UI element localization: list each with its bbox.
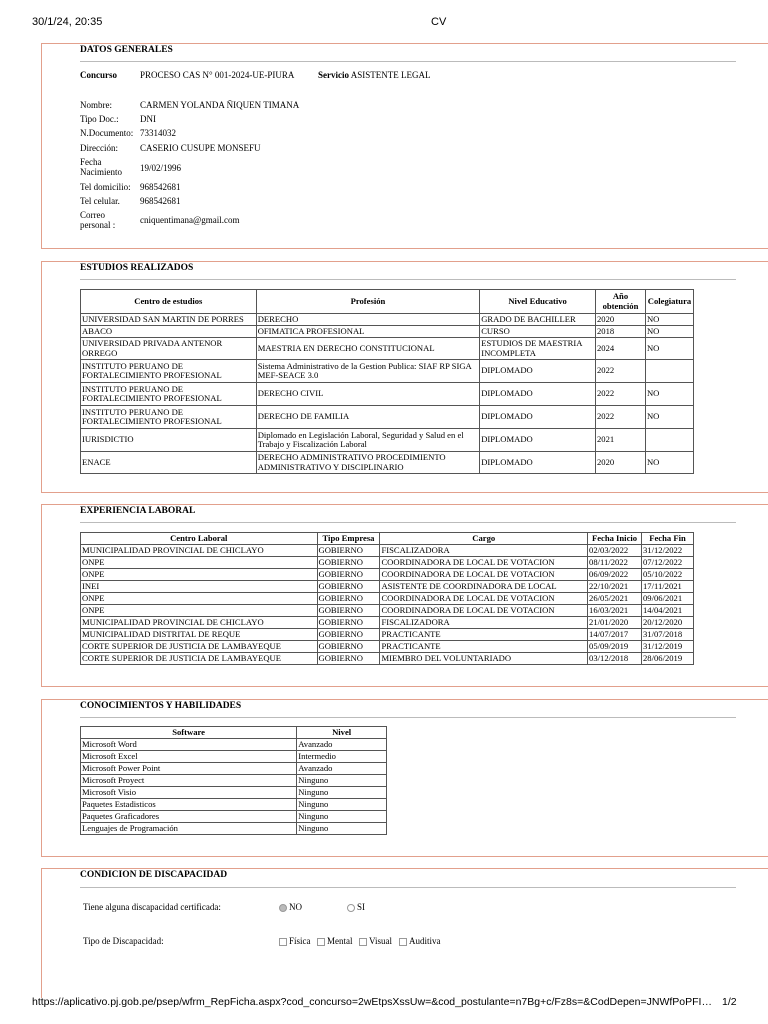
table-cell: FISCALIZADORA — [380, 617, 588, 629]
table-cell: DIPLOMADO — [480, 406, 596, 429]
table-cell: MUNICIPALIDAD PROVINCIAL DE CHICLAYO — [81, 617, 318, 629]
table-cell: 09/06/2021 — [642, 593, 694, 605]
table-cell: MAESTRIA EN DERECHO CONSTITUCIONAL — [256, 338, 480, 360]
table-cell: Microsoft Power Point — [81, 763, 297, 775]
table-cell: IURISDICTIO — [81, 429, 257, 452]
table-cell: 17/11/2021 — [642, 581, 694, 593]
section-title: CONDICION DE DISCAPACIDAD — [80, 870, 228, 880]
field-label: Tel domicilio: — [80, 182, 131, 192]
table-cell: NO — [645, 314, 693, 326]
table-cell: CORTE SUPERIOR DE JUSTICIA DE LAMBAYEQUE — [81, 641, 318, 653]
table-row — [81, 751, 387, 763]
column-header: Cargo — [380, 533, 588, 545]
table-cell: 2020 — [596, 452, 646, 474]
table-cell: 2022 — [596, 383, 646, 406]
table-cell: Ninguno — [297, 787, 387, 799]
table-cell: 28/06/2019 — [642, 653, 694, 665]
field-value: 19/02/1996 — [140, 163, 182, 173]
table-cell: 2021 — [596, 429, 646, 452]
table-cell: 2020 — [596, 314, 646, 326]
table-cell: PRACTICANTE — [380, 629, 588, 641]
table-cell: COORDINADORA DE LOCAL DE VOTACION — [380, 569, 588, 581]
table-cell: GOBIERNO — [317, 557, 380, 569]
table-cell: 2018 — [596, 326, 646, 338]
servicio-value: ASISTENTE LEGAL — [350, 70, 431, 80]
column-header: Año obtención — [596, 290, 646, 314]
table-row — [81, 569, 694, 581]
table-cell: 14/07/2017 — [588, 629, 642, 641]
checkbox-auditiva-label: Auditiva — [409, 936, 441, 946]
experiencia-table — [80, 532, 694, 665]
table-row — [81, 593, 694, 605]
table-cell: ONPE — [81, 593, 318, 605]
section-datos-generales — [41, 43, 768, 249]
table-cell: GRADO DE BACHILLER — [480, 314, 596, 326]
table-row — [81, 383, 694, 406]
table-row — [81, 763, 387, 775]
table-row — [81, 314, 694, 326]
table-cell: 2022 — [596, 406, 646, 429]
table-cell: NO — [645, 406, 693, 429]
field-value: 73314032 — [140, 128, 176, 138]
table-row — [81, 811, 387, 823]
table-cell: GOBIERNO — [317, 653, 380, 665]
table-cell: Paquetes Graficadores — [81, 811, 297, 823]
table-cell: Paquetes Estadisticos — [81, 799, 297, 811]
table-row — [81, 557, 694, 569]
table-cell: GOBIERNO — [317, 593, 380, 605]
section-conocimientos — [41, 699, 768, 857]
table-cell: 03/12/2018 — [588, 653, 642, 665]
table-cell: Ninguno — [297, 823, 387, 835]
column-header: Software — [81, 727, 297, 739]
table-row — [81, 360, 694, 383]
table-cell: INSTITUTO PERUANO DE FORTALECIMIENTO PROFESIONAL — [81, 360, 257, 383]
column-header: Tipo Empresa — [317, 533, 380, 545]
field-label: Tel celular. — [80, 196, 120, 206]
page-number: 1/2 — [722, 996, 737, 1008]
table-cell: GOBIERNO — [317, 617, 380, 629]
checkbox-visual[interactable] — [359, 938, 367, 946]
table-header-row — [81, 533, 694, 545]
page-url: https://aplicativo.pj.gob.pe/psep/wfrm_RepFicha.aspx?cod_concurso=2wEtpsXssUw=&cod_postulante=n7Bg+c/Fz8s=&CodDepen=JNWfPoPFI… — [32, 996, 712, 1008]
table-cell — [645, 360, 693, 383]
table-cell: MIEMBRO DEL VOLUNTARIADO — [380, 653, 588, 665]
field-label: Dirección: — [80, 143, 118, 153]
table-cell: Microsoft Excel — [81, 751, 297, 763]
table-header-row — [81, 727, 387, 739]
table-cell: GOBIERNO — [317, 605, 380, 617]
table-row — [81, 429, 694, 452]
radio-si[interactable] — [347, 904, 355, 912]
table-cell: NO — [645, 326, 693, 338]
section-divider — [80, 717, 736, 718]
table-cell: DERECHO ADMINISTRATIVO PROCEDIMIENTO ADMINISTRATIVO Y DISCIPLINARIO — [256, 452, 480, 474]
checkbox-mental[interactable] — [317, 938, 325, 946]
field-label: Fecha Nacimiento — [80, 157, 122, 177]
table-cell: DIPLOMADO — [480, 383, 596, 406]
print-title: CV — [431, 16, 447, 28]
table-cell: 05/09/2019 — [588, 641, 642, 653]
table-cell: MUNICIPALIDAD PROVINCIAL DE CHICLAYO — [81, 545, 318, 557]
table-cell: CURSO — [480, 326, 596, 338]
table-row — [81, 823, 387, 835]
table-cell: 14/04/2021 — [642, 605, 694, 617]
section-divider — [80, 279, 736, 280]
table-cell: ONPE — [81, 605, 318, 617]
column-header: Centro de estudios — [81, 290, 257, 314]
table-cell: GOBIERNO — [317, 569, 380, 581]
section-experiencia — [41, 504, 768, 687]
radio-si-label: SI — [357, 902, 366, 912]
table-row — [81, 775, 387, 787]
table-cell: 26/05/2021 — [588, 593, 642, 605]
column-header: Nivel — [297, 727, 387, 739]
field-label: Correo personal : — [80, 210, 116, 230]
table-cell: UNIVERSIDAD PRIVADA ANTENOR ORREGO — [81, 338, 257, 360]
table-row — [81, 326, 694, 338]
radio-no-label: NO — [289, 902, 302, 912]
table-cell: DIPLOMADO — [480, 360, 596, 383]
table-cell: INEI — [81, 581, 318, 593]
table-cell: GOBIERNO — [317, 641, 380, 653]
table-row — [81, 452, 694, 474]
checkbox-visual-label: Visual — [369, 936, 392, 946]
section-divider — [80, 522, 736, 523]
conocimientos-table — [80, 726, 387, 835]
concurso-label: Concurso — [80, 70, 118, 80]
table-cell: 07/12/2022 — [642, 557, 694, 569]
field-label: Tipo Doc.: — [80, 114, 119, 124]
field-value: DNI — [140, 114, 156, 124]
table-cell: Avanzado — [297, 739, 387, 751]
table-cell: Intermedio — [297, 751, 387, 763]
table-cell: ENACE — [81, 452, 257, 474]
section-divider — [80, 887, 736, 888]
table-cell: 06/09/2022 — [588, 569, 642, 581]
table-cell: Microsoft Word — [81, 739, 297, 751]
table-row — [81, 617, 694, 629]
table-row — [81, 739, 387, 751]
discapacidad-question-label: Tiene alguna discapacidad certificada: — [83, 902, 221, 912]
table-cell: Ninguno — [297, 811, 387, 823]
column-header: Colegiatura — [645, 290, 693, 314]
section-title: EXPERIENCIA LABORAL — [80, 506, 196, 516]
table-cell: 21/01/2020 — [588, 617, 642, 629]
servicio-label: Servicio — [318, 70, 349, 80]
checkbox-auditiva[interactable] — [399, 938, 407, 946]
print-datetime: 30/1/24, 20:35 — [32, 16, 103, 28]
table-cell: Lenguajes de Programación — [81, 823, 297, 835]
column-header: Fecha Fin — [642, 533, 694, 545]
field-label: N.Documento: — [80, 128, 134, 138]
table-cell: CORTE SUPERIOR DE JUSTICIA DE LAMBAYEQUE — [81, 653, 318, 665]
table-cell: INSTITUTO PERUANO DE FORTALECIMIENTO PROFESIONAL — [81, 383, 257, 406]
table-cell: Microsoft Proyect — [81, 775, 297, 787]
table-cell: 2022 — [596, 360, 646, 383]
table-cell: FISCALIZADORA — [380, 545, 588, 557]
field-value: CARMEN YOLANDA ÑIQUEN TIMANA — [140, 100, 300, 110]
table-cell: 31/07/2018 — [642, 629, 694, 641]
column-header: Nivel Educativo — [480, 290, 596, 314]
table-cell: DERECHO DE FAMILIA — [256, 406, 480, 429]
section-divider — [80, 61, 736, 62]
table-cell: NO — [645, 383, 693, 406]
table-cell: OFIMATICA PROFESIONAL — [256, 326, 480, 338]
table-cell: Ninguno — [297, 775, 387, 787]
table-cell: Diplomado en Legislación Laboral, Seguridad y Salud en el Trabajo y Fiscalización Laboral — [256, 429, 480, 452]
table-cell: MUNICIPALIDAD DISTRITAL DE REQUE — [81, 629, 318, 641]
table-cell: 20/12/2020 — [642, 617, 694, 629]
table-cell: DIPLOMADO — [480, 429, 596, 452]
estudios-table — [80, 289, 694, 474]
table-cell: GOBIERNO — [317, 629, 380, 641]
column-header: Profesión — [256, 290, 480, 314]
table-cell: GOBIERNO — [317, 581, 380, 593]
table-row — [81, 545, 694, 557]
table-cell: 02/03/2022 — [588, 545, 642, 557]
table-row — [81, 338, 694, 360]
table-cell: 2024 — [596, 338, 646, 360]
table-cell: ABACO — [81, 326, 257, 338]
table-cell: Avanzado — [297, 763, 387, 775]
table-cell: 08/11/2022 — [588, 557, 642, 569]
table-cell: ONPE — [81, 557, 318, 569]
table-cell: NO — [645, 452, 693, 474]
table-row — [81, 406, 694, 429]
checkbox-fisica-label: Física — [289, 936, 311, 946]
table-cell: ONPE — [81, 569, 318, 581]
table-cell: COORDINADORA DE LOCAL DE VOTACION — [380, 593, 588, 605]
field-label: Nombre: — [80, 100, 112, 110]
table-cell: UNIVERSIDAD SAN MARTIN DE PORRES — [81, 314, 257, 326]
checkbox-fisica[interactable] — [279, 938, 287, 946]
section-title: CONOCIMIENTOS Y HABILIDADES — [80, 701, 242, 711]
field-value: cniquentimana@gmail.com — [140, 215, 240, 225]
table-row — [81, 605, 694, 617]
field-value: 968542681 — [140, 182, 181, 192]
table-cell: ASISTENTE DE COORDINADORA DE LOCAL — [380, 581, 588, 593]
table-cell: 31/12/2022 — [642, 545, 694, 557]
table-row — [81, 629, 694, 641]
section-estudios — [41, 261, 768, 493]
table-cell — [645, 429, 693, 452]
table-cell: 05/10/2022 — [642, 569, 694, 581]
table-cell: 31/12/2019 — [642, 641, 694, 653]
table-cell: DERECHO — [256, 314, 480, 326]
table-cell: Ninguno — [297, 799, 387, 811]
table-row — [81, 787, 387, 799]
section-discapacidad — [41, 868, 768, 998]
table-cell: COORDINADORA DE LOCAL DE VOTACION — [380, 605, 588, 617]
column-header: Centro Laboral — [81, 533, 318, 545]
table-row — [81, 799, 387, 811]
checkbox-mental-label: Mental — [327, 936, 353, 946]
table-cell: GOBIERNO — [317, 545, 380, 557]
table-cell: PRACTICANTE — [380, 641, 588, 653]
radio-no[interactable] — [279, 904, 287, 912]
section-title: DATOS GENERALES — [80, 45, 173, 55]
table-header-row — [81, 290, 694, 314]
field-value: CASERIO CUSUPE MONSEFU — [140, 143, 261, 153]
table-row — [81, 641, 694, 653]
column-header: Fecha Inicio — [588, 533, 642, 545]
table-cell: DERECHO CIVIL — [256, 383, 480, 406]
table-cell: COORDINADORA DE LOCAL DE VOTACION — [380, 557, 588, 569]
section-title: ESTUDIOS REALIZADOS — [80, 263, 194, 273]
table-cell: 22/10/2021 — [588, 581, 642, 593]
table-cell: Microsoft Visio — [81, 787, 297, 799]
table-cell: INSTITUTO PERUANO DE FORTALECIMIENTO PROFESIONAL — [81, 406, 257, 429]
concurso-value: PROCESO CAS N° 001-2024-UE-PIURA — [140, 70, 295, 80]
table-cell: DIPLOMADO — [480, 452, 596, 474]
field-value: 968542681 — [140, 196, 181, 206]
tipo-discapacidad-label: Tipo de Discapacidad: — [83, 936, 164, 946]
table-cell: Sistema Administrativo de la Gestion Publica: SIAF RP SIGA MEF-SEACE 3.0 — [256, 360, 480, 383]
table-cell: NO — [645, 338, 693, 360]
table-cell: 16/03/2021 — [588, 605, 642, 617]
table-row — [81, 581, 694, 593]
table-row — [81, 653, 694, 665]
table-cell: ESTUDIOS DE MAESTRIA INCOMPLETA — [480, 338, 596, 360]
